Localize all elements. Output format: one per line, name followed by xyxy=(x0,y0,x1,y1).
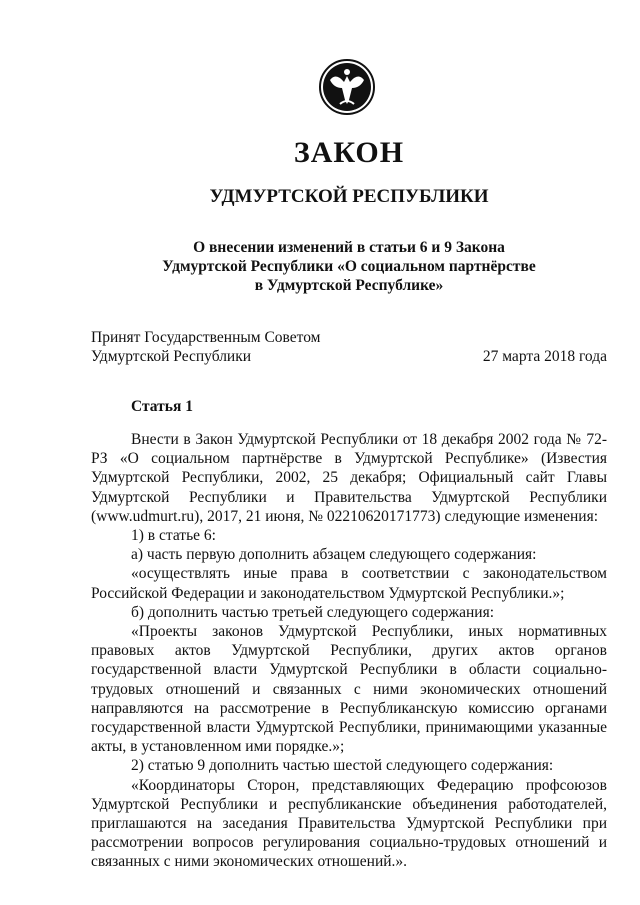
adoption-note xyxy=(91,328,321,366)
coat-of-arms-icon xyxy=(318,58,376,116)
article-paragraph: а) часть первую дополнить абзацем следующего содержания: xyxy=(131,546,537,564)
article-paragraph: 1) в статье 6: xyxy=(131,527,216,545)
law-heading-line: Удмуртской Республики «О социальном партнёрстве xyxy=(162,258,536,275)
article-paragraph: Внести в Закон Удмуртской Республики от 18 декабря 2002 года № 72-РЗ «О социальном партнёрстве в Удмуртской Республике» (Известия Удмуртской Республики, 2002, 25 декабря; Официальный сайт Главы Удмуртской Республики и Правительства Удмуртской Республики (www.udmurt.ru), 2017, 21 июня, № 02210620171773) следующие изменения: xyxy=(91,431,607,525)
article-paragraph: 2) статью 9 дополнить частью шестой следующего содержания: xyxy=(131,757,554,775)
document-subtitle: УДМУРТСКОЙ РЕСПУБЛИКИ xyxy=(209,186,489,207)
law-heading-line: в Удмуртской Республике» xyxy=(254,277,444,294)
document-title: ЗАКОН xyxy=(293,136,405,169)
law-heading-line: О внесении изменений в статьи 6 и 9 Закона xyxy=(193,239,505,256)
adoption-line: Удмуртской Республики xyxy=(91,348,252,365)
adoption-line: Принят Государственным Советом xyxy=(91,329,321,346)
article-title: Статья 1 xyxy=(131,398,193,415)
article-paragraph: «Проекты законов Удмуртской Республики, иных нормативных правовых актов Удмуртской Республики, других актов органов государственной власти Удмуртской Республики в области социально-трудовых отношений и связанных с ними экономических отношений направляются на рассмотрение в Республиканскую комиссию органами государственной власти Удмуртской Республики, принимающими указанные акты, в установленном ими порядке.»; xyxy=(91,623,607,756)
article-paragraph: «Координаторы Сторон, представляющих Федерацию профсоюзов Удмуртской Республики и республиканские объединения работодателей, приглашаются на заседания Правительства Удмуртской Республики при рассмотрении вопросов регулирования социально-трудовых отношений и связанных с ними экономических отношений.». xyxy=(91,776,607,871)
article-paragraph: б) дополнить частью третьей следующего содержания: xyxy=(131,603,495,621)
adoption-date: 27 марта 2018 года xyxy=(482,348,607,365)
article-paragraph: «осуществлять иные права в соответствии с законодательством Российской Федерации и законодательством Удмуртской Республики.»; xyxy=(91,565,607,602)
law-heading xyxy=(0,238,640,295)
article-body xyxy=(91,430,607,872)
